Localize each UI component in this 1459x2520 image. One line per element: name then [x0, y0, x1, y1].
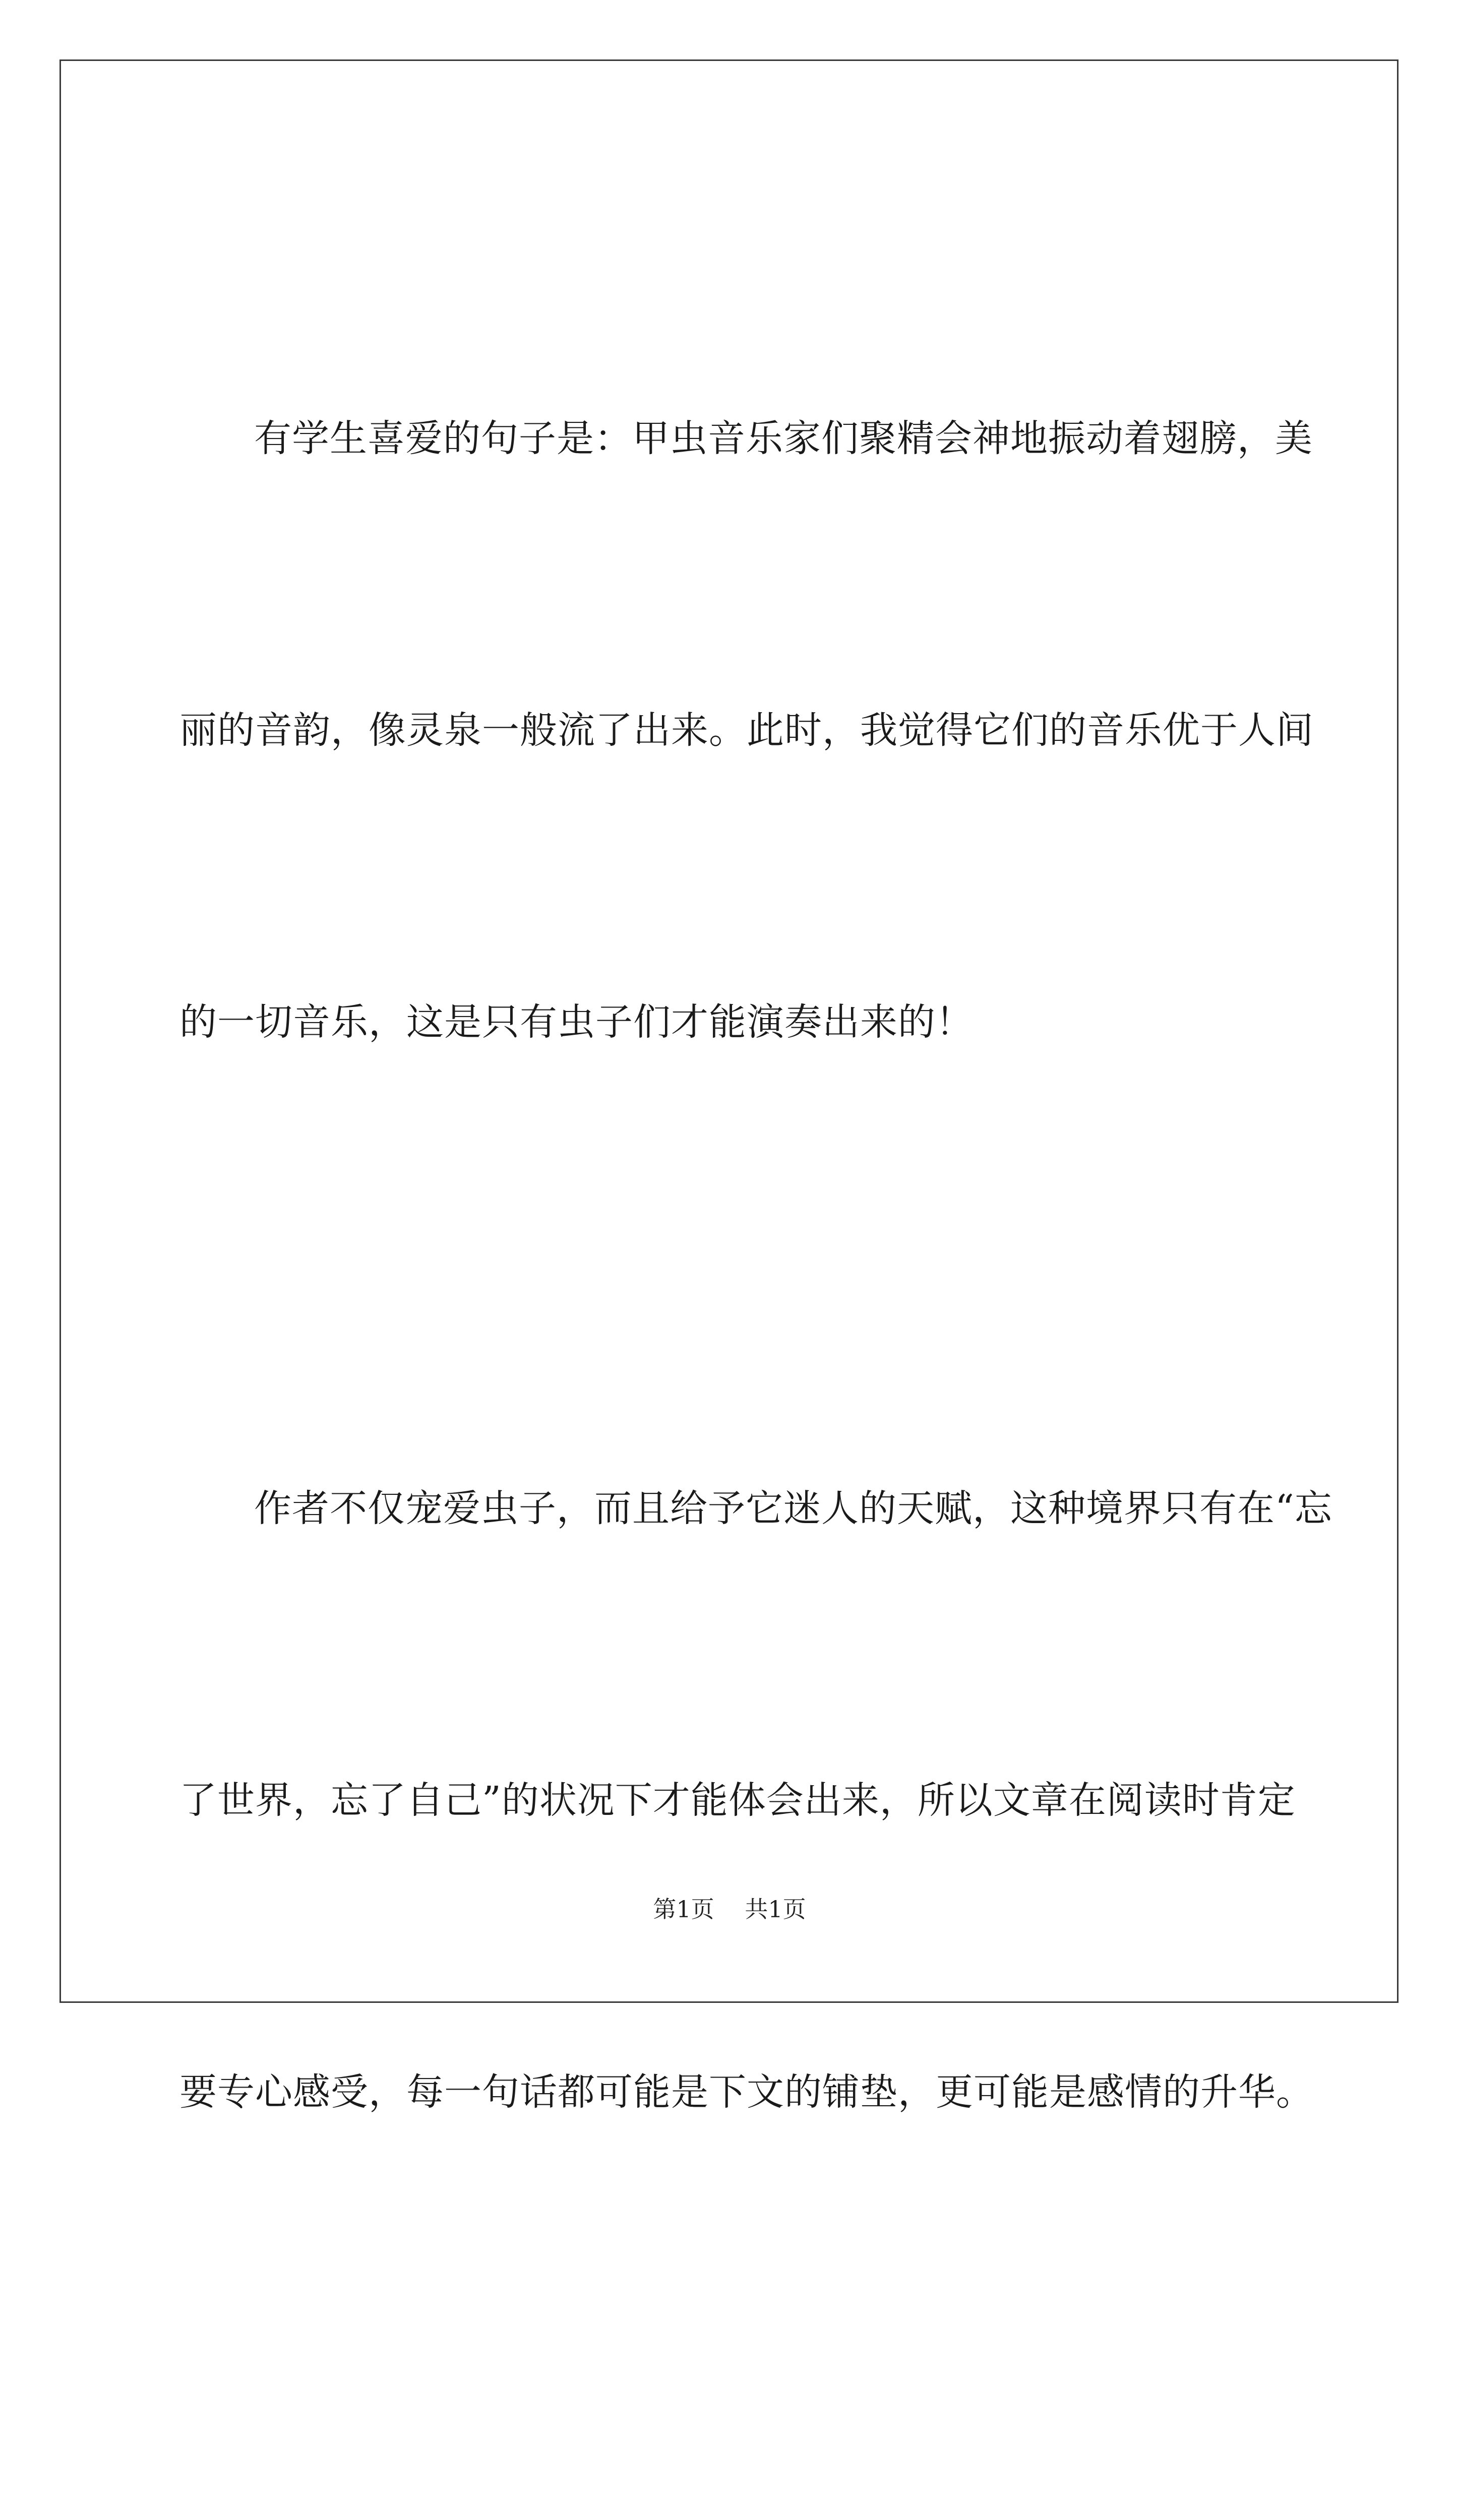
section-heading-3	[179, 2336, 1299, 2520]
page-footer	[0, 1894, 1459, 1924]
paragraph-line: 丽的音韵，像灵泉一般流了出来。此时，我觉得它们的音乐优于人间	[179, 709, 1314, 752]
paragraph-line: 的一切音乐，这是只有虫子们才能演奏出来的！	[179, 1000, 974, 1044]
paragraph-author-love	[179, 1266, 1332, 2336]
page-number: 第1页	[653, 1896, 714, 1923]
document-body	[179, 196, 1332, 2520]
paragraph-line: 作者不仅宠爱虫子，而且给予它迷人的天赋，这种境界只有在“忘	[254, 1487, 1332, 1530]
page-total: 共1页	[745, 1896, 806, 1923]
paragraph-favorite-sentence	[179, 196, 1314, 1266]
paragraph-line: 了世界，忘了自己”的状况下才能体会出来，所以文章在阅读时肯定	[179, 1779, 1296, 1822]
paragraph-line: 有学生喜爱的句子是：甲虫音乐家们聚精会神地振动着翅膀，美	[254, 417, 1313, 460]
paragraph-line: 要专心感受，每一句话都可能是下文的铺垫，更可能是感情的升华。	[179, 2070, 1314, 2114]
